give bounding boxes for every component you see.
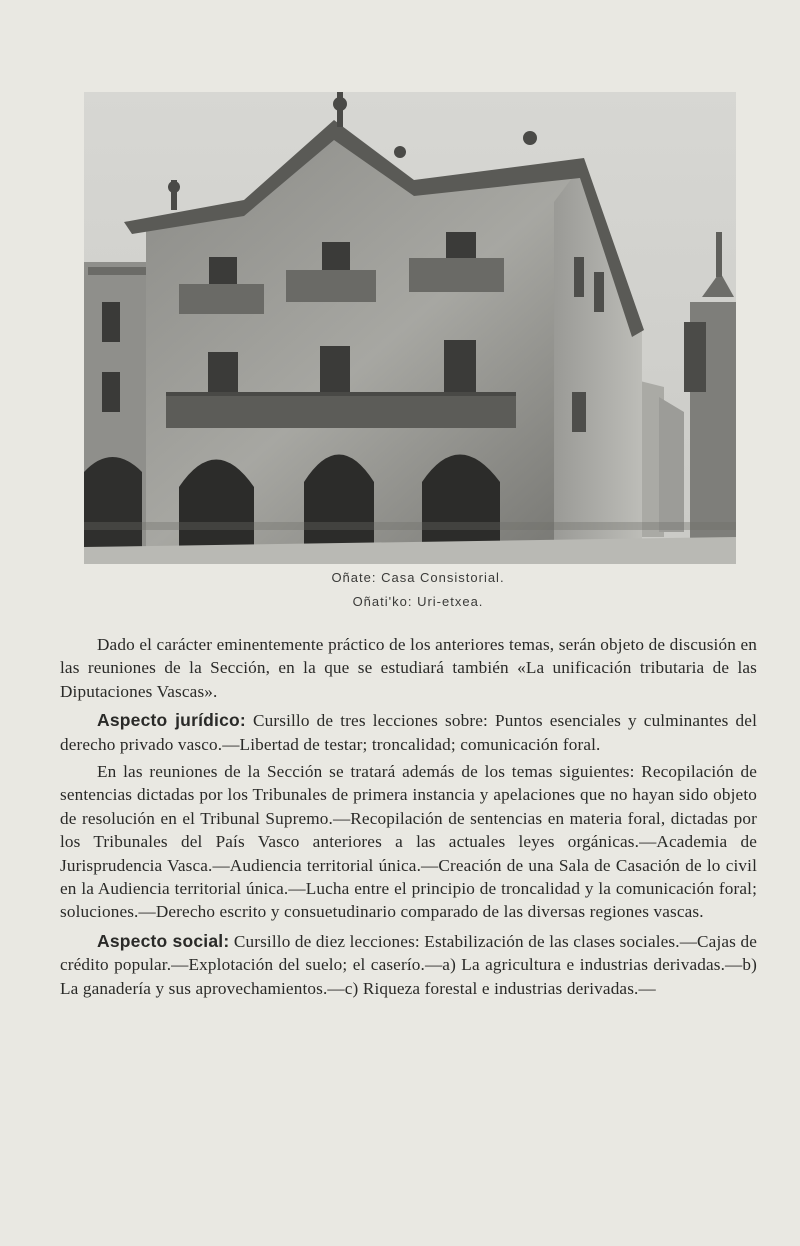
paragraph-aspecto-juridico [60, 709, 757, 756]
section-heading-juridico: Aspecto jurídico: [97, 710, 246, 731]
paragraph-text: En las reuniones de la Sección se tratará además de los temas siguientes: Recopilación de sentencias dictadas por los Tribunales de primera instancia y apelaciones que no hayan sido objeto de resolución en el Tribunal Supremo.—Recopilación de sentencias en materia foral, dictadas por los Tribunales del País Vasco anteriores a las actuales leyes orgánicas.—Academia de Jurisprudencia Vasca.—Audiencia territorial única.—Creación de una Sala de Casación de lo civil en la Audiencia territorial única.—Lucha entre el principio de troncalidad y la comunicación foral; soluciones.—Derecho escrito y consuetudinario comparado de las diversas regiones vascas. [60, 762, 757, 922]
paragraph-text: Cursillo de tres lecciones sobre: Puntos esenciales y culminantes del derecho privado vasco.—Libertad de testar; troncalidad; comunicación foral. [60, 711, 757, 754]
body-text [60, 633, 757, 1006]
paragraph-intro [60, 633, 757, 703]
section-heading-social: Aspecto social: [97, 930, 230, 951]
paragraph-aspecto-social [60, 930, 757, 1000]
town-hall-photo [84, 92, 736, 564]
photo-caption-basque: Oñati'ko: Uri-etxea. [352, 594, 484, 609]
paragraph-text: Cursillo de diez lecciones: Estabilización de las clases sociales.—Cajas de crédito popular.—Explotación del suelo; el caserío.—a) La agricultura e industrias derivadas.—b) La ganadería y sus aprovechamientos.—c) Riqueza forestal e industrias derivadas.— [60, 931, 757, 998]
paragraph-text: Dado el carácter eminentemente práctico de los anteriores temas, serán objeto de discusión en las reuniones de la Sección, en la que se estudiará también «La unificación tributaria de las Diputaciones Vascas». [60, 635, 757, 701]
photo-caption-spanish: Oñate: Casa Consistorial. [331, 570, 505, 585]
paragraph-reuniones [60, 760, 757, 924]
